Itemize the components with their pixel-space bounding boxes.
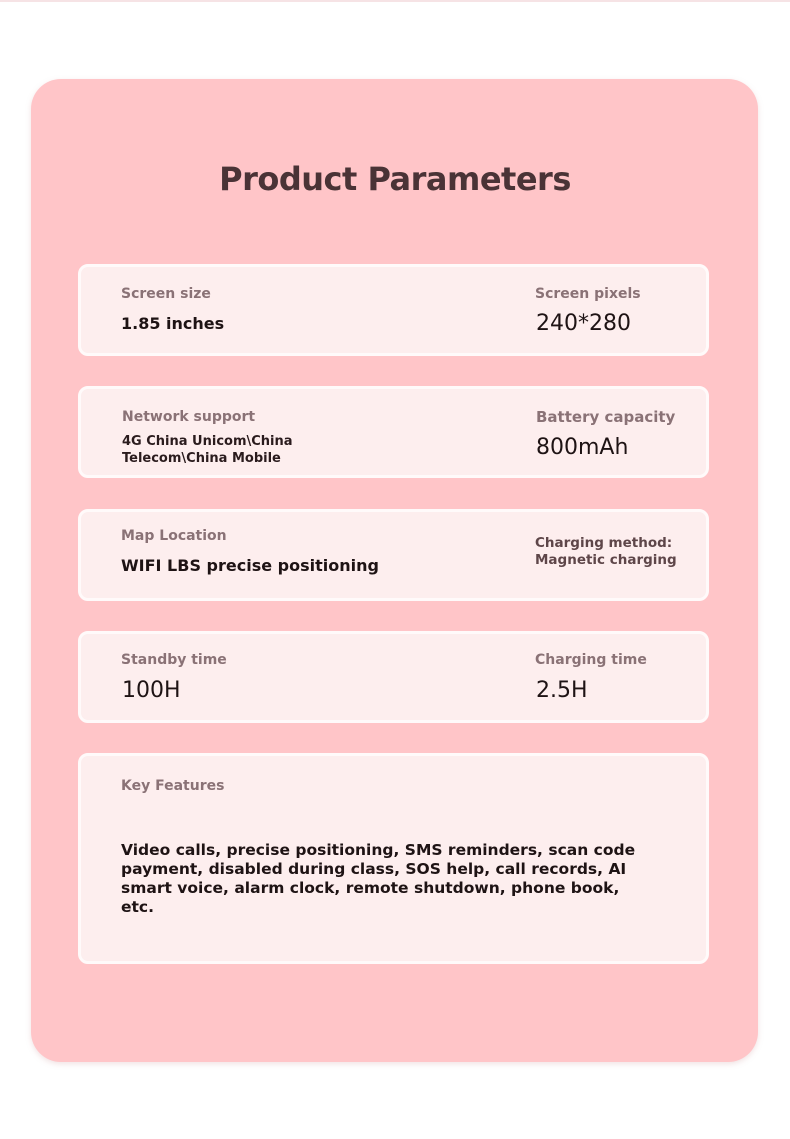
key-features-label: Key Features — [121, 778, 225, 794]
battery-capacity-label: Battery capacity — [536, 408, 676, 426]
page-title: Product Parameters — [219, 160, 571, 198]
standby-time-label: Standby time — [121, 652, 227, 668]
key-features-card — [78, 753, 709, 964]
standby-time-value: 100H — [122, 678, 181, 703]
charging-method-value: Magnetic charging — [535, 552, 677, 568]
param-card-screen — [78, 264, 709, 356]
screen-size-label: Screen size — [121, 286, 211, 302]
charging-time-value: 2.5H — [536, 678, 588, 703]
param-card-time — [78, 631, 709, 723]
screen-size-value: 1.85 inches — [121, 314, 225, 333]
param-card-location — [78, 509, 709, 601]
key-features-text: Video calls, precise positioning, SMS reminders, scan code payment, disabled during class, SOS help, call records, AI smart voice, alarm clock, remote shutdown, phone book, etc. — [121, 841, 636, 916]
map-location-label: Map Location — [121, 528, 227, 544]
charging-method-label: Charging method: — [535, 535, 673, 551]
network-support-value: 4G China Unicom\China Telecom\China Mobile — [122, 434, 293, 466]
screen-pixels-value: 240*280 — [536, 311, 631, 336]
screen-pixels-label: Screen pixels — [535, 286, 641, 302]
param-card-network — [78, 386, 709, 478]
charging-time-label: Charging time — [535, 652, 647, 668]
top-divider — [0, 0, 790, 2]
network-support-label: Network support — [122, 409, 256, 425]
map-location-value: WIFI LBS precise positioning — [121, 556, 379, 575]
battery-capacity-value: 800mAh — [536, 435, 629, 460]
